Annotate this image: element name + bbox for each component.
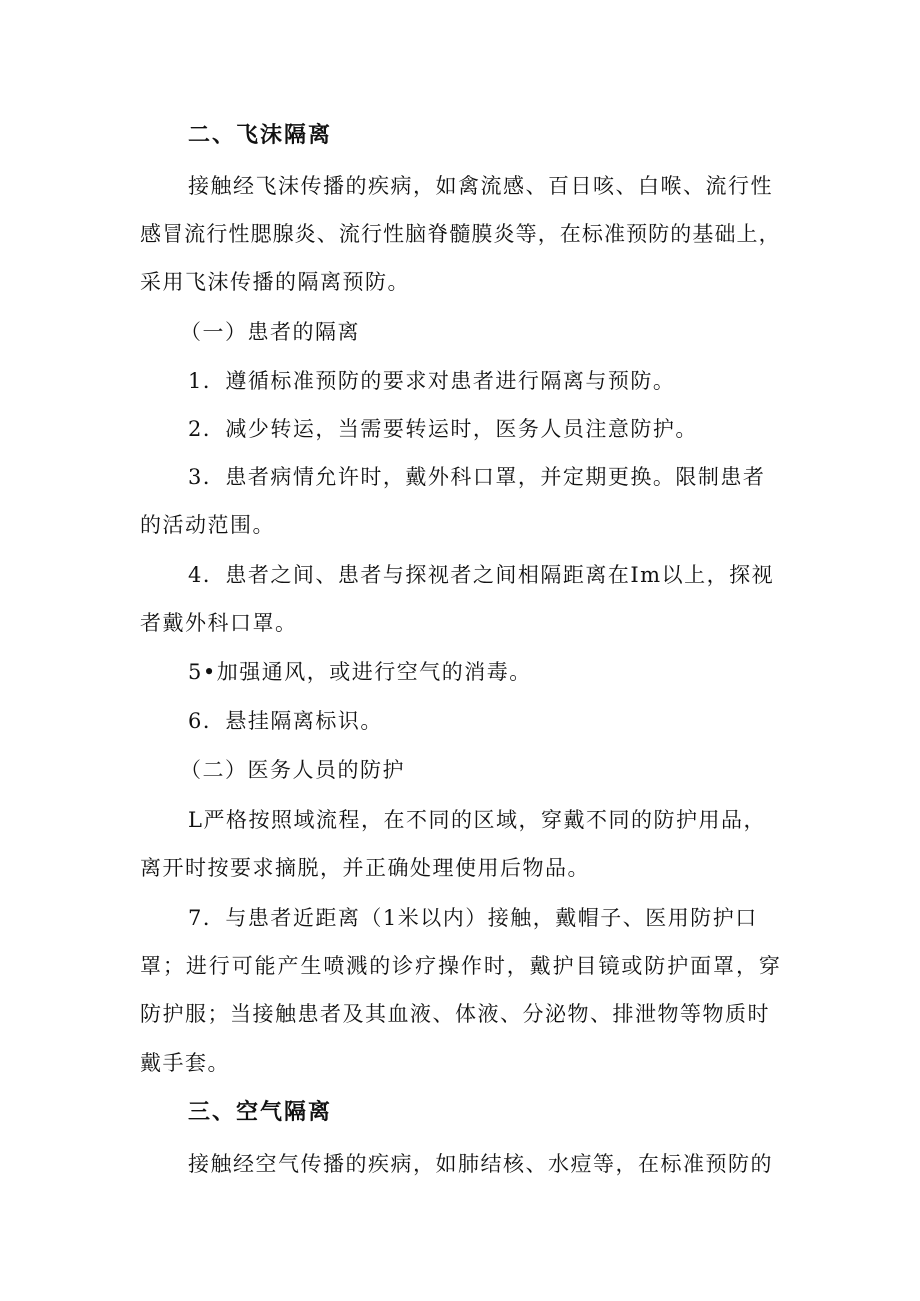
section-heading-airborne-isolation: 三、空气隔离 — [188, 1100, 333, 1125]
list-item-continuation: 者戴外科口罩。 — [140, 611, 298, 635]
list-item: 3．患者病情允许时，戴外科口罩，并定期更换。限制患者 — [188, 465, 766, 489]
paragraph-line: 采用飞沫传播的隔离预防。 — [140, 270, 410, 294]
list-item-continuation: 罩 ； 进 行 可 能 产 生 喷 溅 的 诊 疗 操 作 时 ， 戴 护 目 镜 或 防 护 面 罩 ， 穿 — [140, 954, 780, 978]
section-heading-droplet-isolation: 二、飞沫隔离 — [188, 123, 333, 148]
paragraph-line: 感 冒 流 行 性 腮 腺 炎 、 流 行 性 脑 脊 髓 膜 炎 等 ， 在 标 准 预 防 的 基 础 上 ， — [140, 222, 780, 246]
list-item: 7．与患者近距离（1米以内）接触，戴帽子、医用防护口 — [188, 906, 758, 930]
list-item: 4．患者之间、患者与探视者之间相隔距离在Im以上，探视 — [188, 563, 775, 587]
subsection-title-staff-protection: （二）医务人员的防护 — [180, 758, 405, 782]
list-item: L严格按照域流程，在不同的区域，穿戴不同的防护用品， — [188, 808, 766, 832]
list-item: 6．悬挂隔离标识。 — [188, 709, 383, 733]
list-item-continuation: 的活动范围。 — [140, 513, 275, 537]
list-item-continuation: 戴手套。 — [140, 1051, 230, 1075]
list-item-continuation: 离开时按要求摘脱，并正确处理使用后物品。 — [140, 856, 590, 880]
list-item: 5•加强通风，或进行空气的消毒。 — [188, 660, 532, 684]
list-item: 2．减少转运，当需要转运时，医务人员注意防护。 — [188, 417, 698, 441]
paragraph-line: 接触经空气传播的疾病，如肺结核、水痘等，在标准预防的 — [188, 1152, 773, 1176]
subsection-title-patient-isolation: （一）患者的隔离 — [180, 320, 360, 344]
paragraph-line: 接触经飞沫传播的疾病，如禽流感、百日咳、白喉、流行性 — [188, 174, 773, 198]
list-item-continuation: 防护服；当接触患者及其血液、体液、分泌物、排泄物等物质时 — [140, 1002, 770, 1026]
list-item: 1．遵循标准预防的要求对患者进行隔离与预防。 — [188, 369, 676, 393]
